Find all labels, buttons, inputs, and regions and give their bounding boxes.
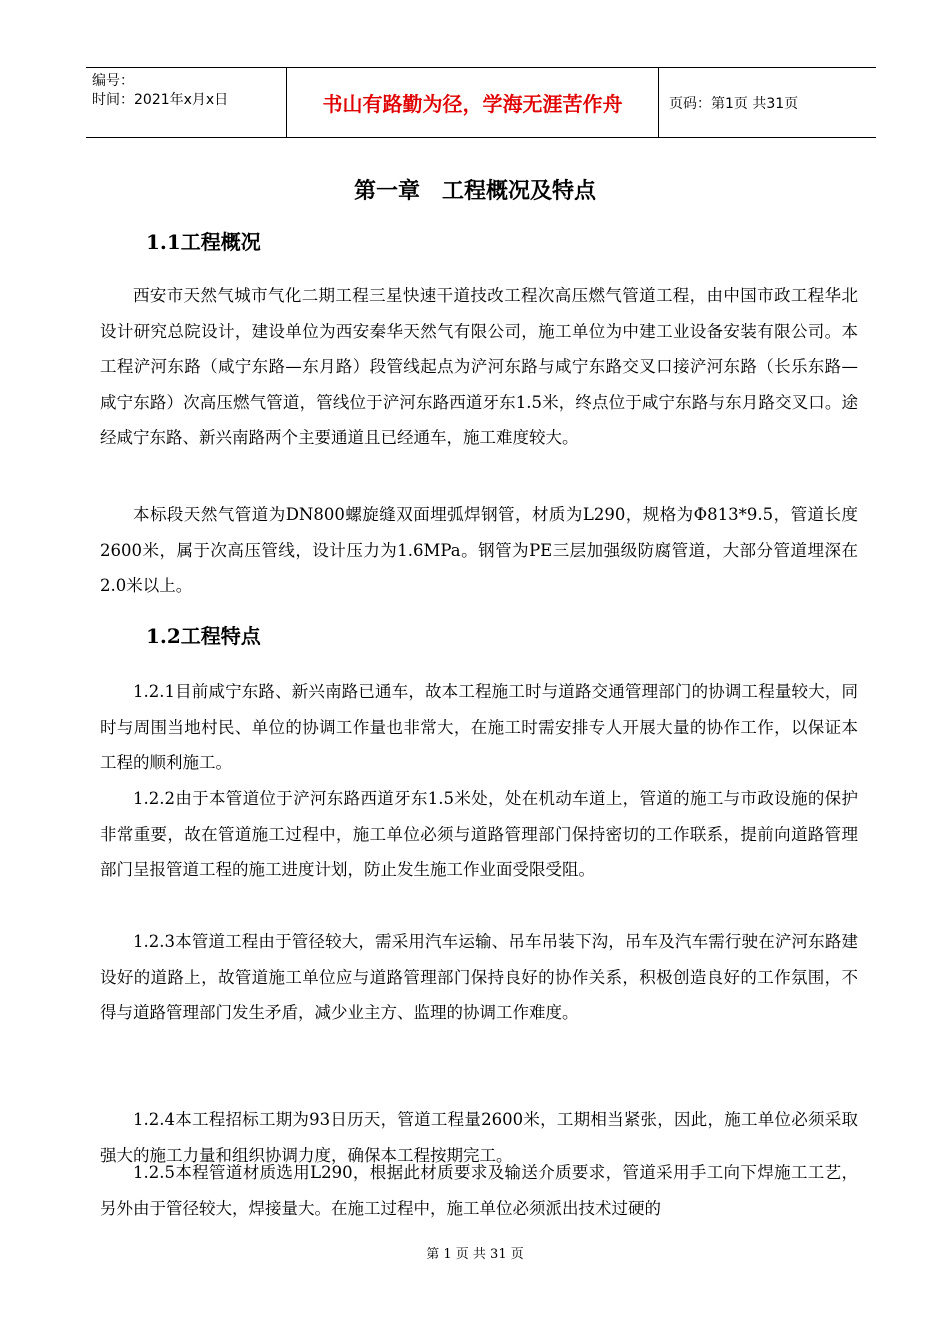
paragraph: 本标段天然气管道为DN800螺旋缝双面埋弧焊钢管，材质为L290，规格为Φ813*9.5，管道长度2600米，属于次高压管线，设计压力为1.6MPa。钢管为PE三层加强级防腐管道，大部分管道埋深在2.0米以上。 — [100, 505, 858, 595]
header-page-info: 页码：第1页 共31页 — [669, 95, 799, 112]
chapter-title: 第一章 工程概况及特点 — [353, 178, 596, 204]
section-title-1-2: 1.2工程特点 — [146, 624, 261, 648]
header-motto: 书山有路勤为径，学海无涯苦作舟 — [286, 68, 659, 137]
paragraph: 1.2.4本工程招标工期为93日历天，管道工程量2600米，工期相当紧张，因此，施工单位必须采取强大的施工力量和组织协调力度，确保本工程按期完工。 — [100, 1110, 858, 1165]
page-footer: 第 1 页 共 31 页 — [426, 1247, 524, 1262]
paragraph: 1.2.1目前咸宁东路、新兴南路已通车，故本工程施工时与道路交通管理部门的协调工程量较大，同时与周围当地村民、单位的协调工作量也非常大，在施工时需安排专人开展大量的协作工作，以保证本工程的顺利施工。 — [100, 682, 858, 772]
paragraph: 1.2.5本程管道材质选用L290，根据此材质要求及输送介质要求，管道采用手工向下焊施工工艺，另外由于管径较大，焊接量大。在施工过程中，施工单位必须派出技术过硬的 — [100, 1163, 858, 1218]
paragraph: 西安市天然气城市气化二期工程三星快速干道技改工程次高压燃气管道工程，由中国市政工程华北设计研究总院设计，建设单位为西安秦华天然气有限公司，施工单位为中建工业设备安装有限公司。本工程浐河东路（咸宁东路—东月路）段管线起点为浐河东路与咸宁东路交叉口接浐河东路（长乐东路—咸宁东路）次高压燃气管道，管线位于浐河东路西道牙东1.5米，终点位于咸宁东路与东月路交叉口。途经咸宁东路、新兴南路两个主要通道且已经通车，施工难度较大。 — [100, 286, 858, 447]
paragraph: 1.2.2由于本管道位于浐河东路西道牙东1.5米处，处在机动车道上，管道的施工与市政设施的保护非常重要，故在管道施工过程中，施工单位必须与道路管理部门保持密切的工作联系，提前向道路管理部门呈报管道工程的施工进度计划，防止发生施工作业面受限受阻。 — [100, 789, 858, 879]
document-time-label: 时间：2021年x月x日 — [92, 92, 229, 108]
page-header — [86, 67, 876, 138]
document-number-label: 编号： — [92, 73, 134, 89]
header-meta — [86, 68, 286, 137]
section-title-1-1: 1.1工程概况 — [146, 230, 261, 254]
paragraph: 1.2.3本管道工程由于管径较大，需采用汽车运输、吊车吊装下沟，吊车及汽车需行驶在浐河东路建设好的道路上，故管道施工单位应与道路管理部门保持良好的协作关系，积极创造良好的工作氛围，不得与道路管理部门发生矛盾，减少业主方、监理的协调工作难度。 — [100, 932, 858, 1022]
